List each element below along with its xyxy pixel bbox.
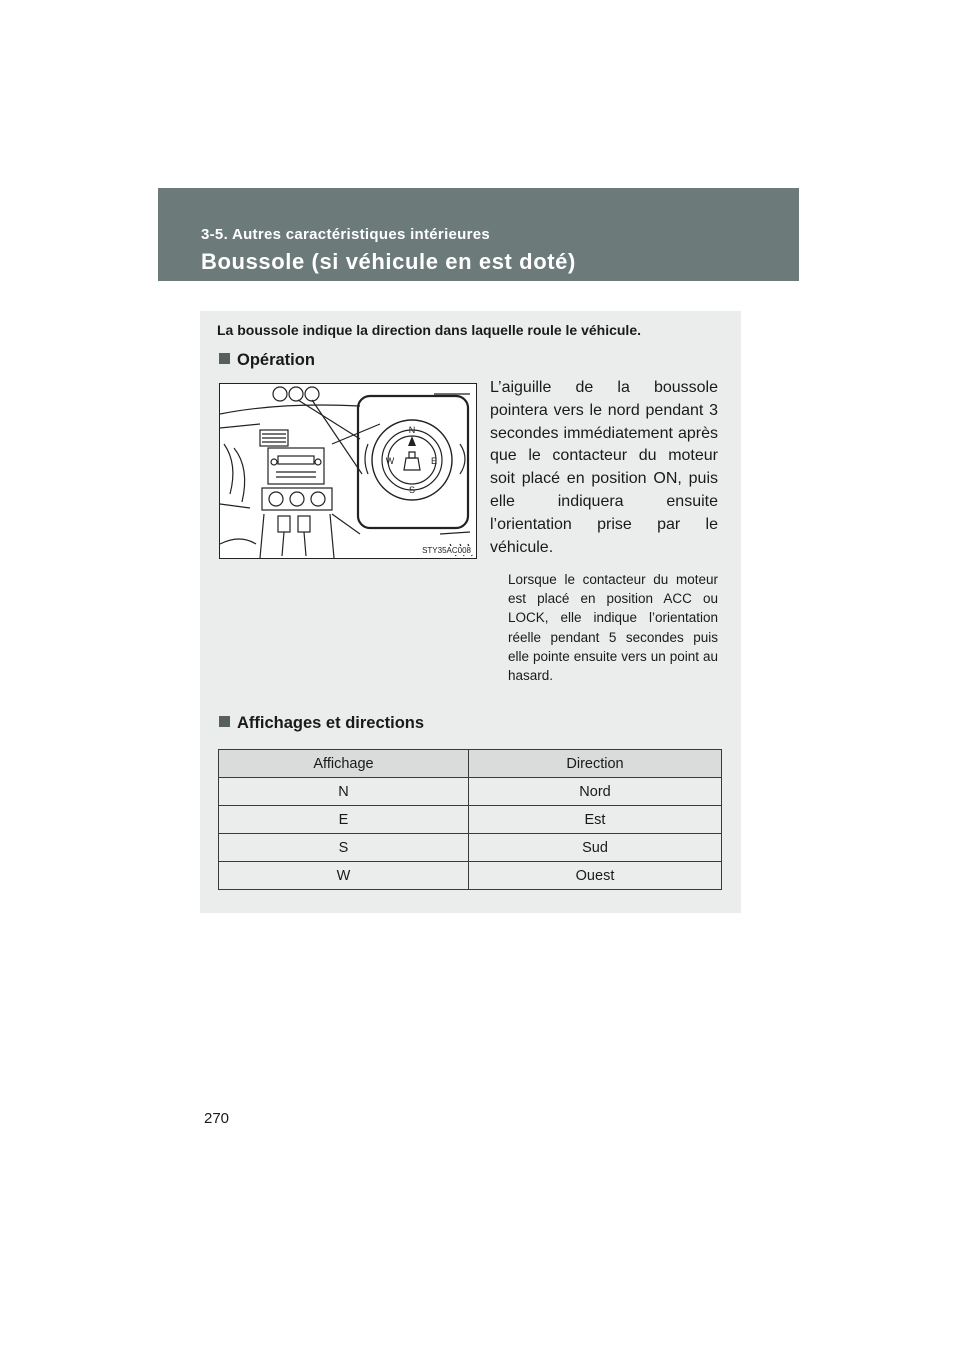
- operation-heading: [219, 351, 315, 370]
- compass-letter-s: S: [408, 485, 416, 495]
- display-cell: W: [219, 862, 469, 890]
- directions-table: [218, 749, 722, 890]
- table-header-row: [219, 750, 722, 778]
- operation-note-text: Lorsque le contacteur du moteur est placé en position ACC ou LOCK, elle indique l’orientation réelle pendant 5 secondes puis elle pointe ensuite vers un point au hasard.: [508, 572, 718, 684]
- table-row: [219, 862, 722, 890]
- direction-cell: Nord: [469, 778, 722, 806]
- direction-cell: Est: [469, 806, 722, 834]
- compass-illustration: [219, 383, 477, 559]
- displays-heading: [219, 714, 424, 733]
- display-cell: E: [219, 806, 469, 834]
- displays-heading-label: Affichages et directions: [237, 714, 425, 732]
- figure-code: STY35AC008: [422, 546, 471, 555]
- intro-text: La boussole indique la direction dans laquelle roule le véhicule.: [217, 322, 641, 338]
- section-label: 3-5. Autres caractéristiques intérieures: [201, 226, 491, 243]
- column-header-display: Affichage: [219, 750, 469, 778]
- operation-body-text: L’aiguille de la boussole pointera vers le nord pendant 3 secondes immédiatement après que le contacteur du moteur soit placé en position ON, puis elle indiquera ensuite l’orientation prise par le véhicule.: [490, 379, 718, 556]
- display-cell: S: [219, 834, 469, 862]
- display-cell: N: [219, 778, 469, 806]
- compass-letter-n: N: [408, 425, 416, 435]
- table-row: [219, 806, 722, 834]
- table-row: [219, 778, 722, 806]
- operation-heading-label: Opération: [237, 351, 315, 369]
- table-row: [219, 834, 722, 862]
- column-header-direction: Direction: [469, 750, 722, 778]
- square-bullet-icon: [219, 353, 230, 364]
- section-header: [158, 188, 799, 281]
- direction-cell: Ouest: [469, 862, 722, 890]
- compass-letter-w: W: [385, 456, 395, 466]
- square-bullet-icon: [219, 716, 230, 727]
- compass-letter-e: E: [430, 456, 438, 466]
- page-number: 270: [204, 1110, 230, 1127]
- dashboard-compass-drawing: [220, 384, 476, 558]
- content-panel: [200, 311, 741, 913]
- page-title: Boussole (si véhicule en est doté): [201, 249, 576, 274]
- direction-cell: Sud: [469, 834, 722, 862]
